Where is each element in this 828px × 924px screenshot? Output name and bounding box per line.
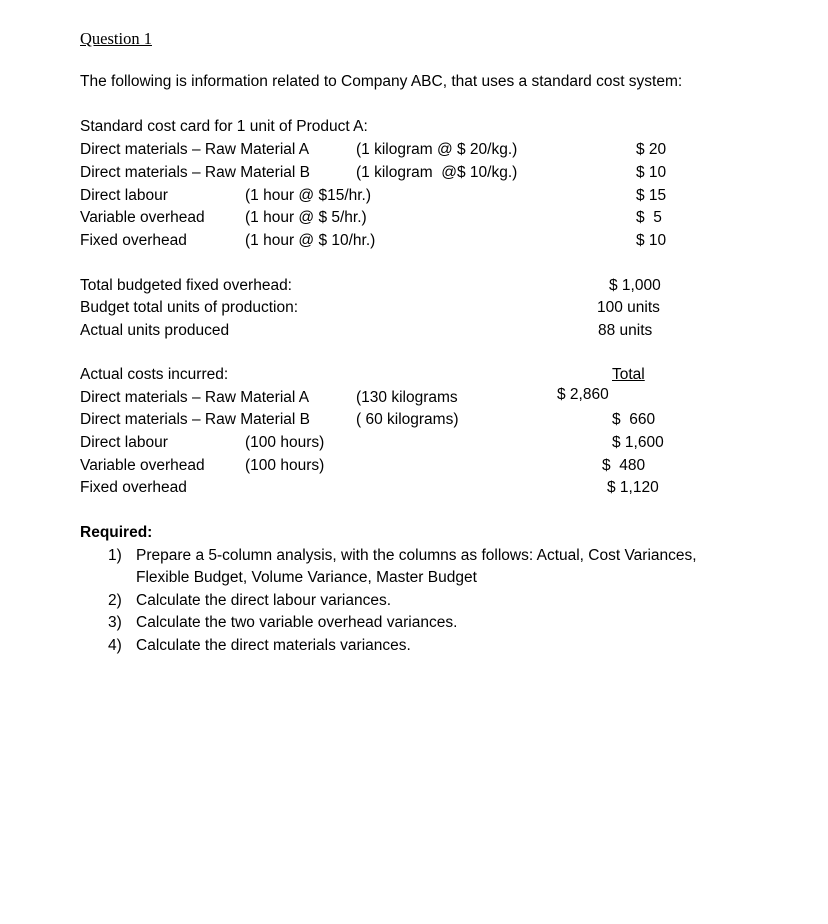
budget-label-units: Budget total units of production: <box>80 299 299 316</box>
actual-row-amount-material-b: $ 660 <box>612 411 656 428</box>
actual-row-amount-fixed-overhead: $ 1,120 <box>607 479 659 496</box>
standard-card-heading: Standard cost card for 1 unit of Product A: <box>80 118 368 135</box>
required-item-3-number: 3) <box>108 614 122 631</box>
actual-row-amount-labour: $ 1,600 <box>612 434 664 451</box>
required-item-1-line-2: Flexible Budget, Volume Variance, Master Budget <box>136 569 477 586</box>
budget-value-actual-units: 88 units <box>598 322 653 339</box>
actual-row-detail-variable-overhead: (100 hours) <box>245 457 325 474</box>
actual-row-label-labour: Direct labour <box>80 434 168 451</box>
std-row-amount-material-b: $ 10 <box>636 164 667 181</box>
required-item-4-line-1: Calculate the direct materials variances. <box>136 637 411 654</box>
actual-costs-heading: Actual costs incurred: <box>80 366 229 383</box>
std-row-label-fixed-overhead: Fixed overhead <box>80 232 187 249</box>
actual-row-label-fixed-overhead: Fixed overhead <box>80 479 187 496</box>
required-item-2-number: 2) <box>108 592 122 609</box>
required-heading: Required: <box>80 524 153 541</box>
required-item-4-number: 4) <box>108 637 122 654</box>
actual-row-detail-material-a: (130 kilograms <box>356 389 458 406</box>
actual-row-amount-variable-overhead: $ 480 <box>602 457 646 474</box>
std-row-amount-variable-overhead: $ 5 <box>636 209 662 226</box>
std-row-amount-material-a: $ 20 <box>636 141 667 158</box>
std-row-detail-material-a: (1 kilogram @ $ 20/kg.) <box>356 141 518 158</box>
budget-value-fixed-overhead: $ 1,000 <box>609 277 661 294</box>
question-title: Question 1 <box>80 29 152 48</box>
std-row-label-material-b: Direct materials – Raw Material B <box>80 164 310 181</box>
required-item-2-line-1: Calculate the direct labour variances. <box>136 592 392 609</box>
std-row-amount-labour: $ 15 <box>636 187 667 204</box>
std-row-detail-labour: (1 hour @ $15/hr.) <box>245 187 372 204</box>
budget-label-fixed-overhead: Total budgeted fixed overhead: <box>80 277 292 294</box>
required-item-1-number: 1) <box>108 547 122 564</box>
actual-row-label-material-b: Direct materials – Raw Material B <box>80 411 310 428</box>
required-item-3-line-1: Calculate the two variable overhead variances. <box>136 614 458 631</box>
std-row-detail-material-b: (1 kilogram @$ 10/kg.) <box>356 164 518 181</box>
actual-row-detail-material-b: ( 60 kilograms) <box>356 411 459 428</box>
intro-text: The following is information related to Company ABC, that uses a standard cost system: <box>80 73 683 90</box>
required-item-1-line-1: Prepare a 5-column analysis, with the columns as follows: Actual, Cost Variances, <box>136 547 697 564</box>
budget-value-units: 100 units <box>597 299 660 316</box>
std-row-label-variable-overhead: Variable overhead <box>80 209 205 226</box>
actual-costs-total-header: Total <box>612 366 645 383</box>
std-row-label-labour: Direct labour <box>80 187 168 204</box>
actual-row-label-material-a: Direct materials – Raw Material A <box>80 389 310 406</box>
actual-row-label-variable-overhead: Variable overhead <box>80 457 205 474</box>
std-row-detail-variable-overhead: (1 hour @ $ 5/hr.) <box>245 209 367 226</box>
actual-row-amount-material-a: $ 2,860 <box>557 386 609 403</box>
actual-row-detail-labour: (100 hours) <box>245 434 325 451</box>
std-row-label-material-a: Direct materials – Raw Material A <box>80 141 310 158</box>
budget-label-actual-units: Actual units produced <box>80 322 230 339</box>
std-row-amount-fixed-overhead: $ 10 <box>636 232 667 249</box>
std-row-detail-fixed-overhead: (1 hour @ $ 10/hr.) <box>245 232 376 249</box>
